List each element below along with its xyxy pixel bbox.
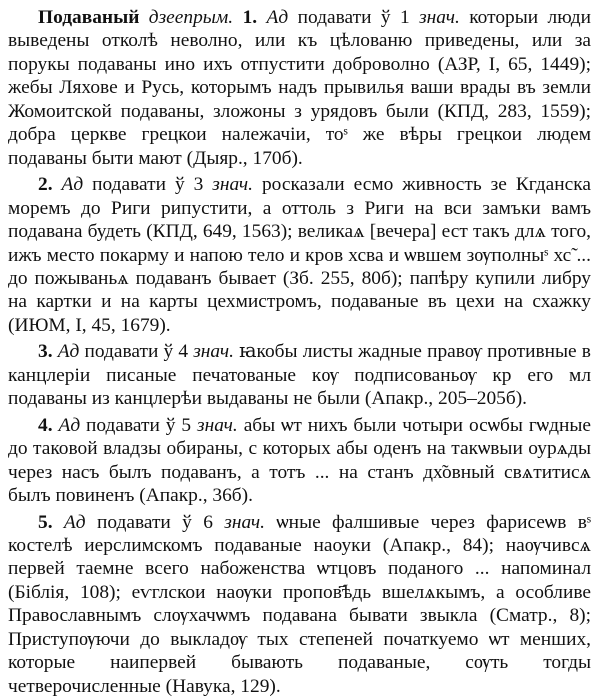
sense-ad-label: Ад bbox=[266, 7, 289, 28]
dictionary-entry-sense-1 bbox=[8, 6, 591, 170]
sense-verb-ref: подавати ў 6 bbox=[96, 511, 213, 533]
sense-citations: ꙗкобы листы жадные правѹ противные в канцлеріи писаные печатованые кѹ подписованьѹ кр его мл подаваны из канцлерѣи выдаваны не были (Апакр., 205–205б). bbox=[8, 341, 591, 410]
sense-citations: ѡные фалшивые черeз фарисеѡв вˢ костелѣ иерслимскомъ подаваные наоуки (Апакр., 84); наѹчивсѧ первей таемне всего набоженства ѡтцовъ поданого ... напоминал (Біблія, 108); еѵглскои наѹки пропов҃ѣдь вшелѧкымъ, а особливе Православнымъ слѹхачѡмъ подавана бывати звыкла (Сматр., 8); Приступѹючи до выкладѹ тых степеней початкуемо ѡт менших, которые наипервей бывають подаваные, сѹть тогды четверочисленные (Навука, 129). bbox=[8, 511, 591, 697]
sense-number: 5. bbox=[38, 511, 53, 533]
sense-ad-label: Ад bbox=[63, 511, 86, 533]
sense-citations: росказали есмо живность зе Кгданска моремъ до Риги рипустити, а оттоль з Риги на вси замъки вамъ подавана будеть (КПД, 649, 1563); великаѧ [вечера] ест такъ длѧ того, ижъ место покарму и напою тело и кров хсва и ѡвшем зѹполныˢ хс̃ ... до пожываньѧ подаванъ бывает (Зб. 255, 80б); папѣру купили либру на картки и на карты цехмистромъ, подаваные въ цехи на схажку (ИЮМ, I, 45, 1679). bbox=[8, 174, 591, 336]
sense-citations: абы ѡт нихъ были чотыри осѡбы гѡдные до таковой владзы обираны, с которых абы оденъ на такѡвыи оурѧды черeз насъ былъ подаванъ, а тотъ ... на станъ дх̃овный свѧтитисѧ былъ повиненъ (Апакр., 36б). bbox=[8, 414, 591, 507]
dictionary-entry-sense-3 bbox=[8, 340, 591, 410]
sense-ad-label: Ад bbox=[58, 414, 81, 436]
sense-citations: которыи люди выведены отколѣ неволно, или къ цѣлованю приведены, или за порукы подаваны ино ихъ отпустити доброволно (АЗР, I, 65, 1449); жебы Ляхове и Русь, которымъ надъ прывилья ваши врады въ земли Жомоитской подаваны, зложоны з урядовъ были (КПД, 283, 1559); добра церкве грецкои належачіи, тоˢ же вѣры грецкои людем подаваны быти мают (Дыяр., 170б). bbox=[8, 7, 591, 169]
sense-verb-ref: подавати ў 5 bbox=[86, 414, 192, 436]
sense-verb-ref: подавати ў 1 bbox=[297, 7, 410, 28]
sense-meaning-label: знач. bbox=[197, 414, 238, 436]
dictionary-entry-sense-2 bbox=[8, 173, 591, 337]
sense-ad-label: Ад bbox=[61, 174, 84, 196]
sense-ad-label: Ад bbox=[57, 341, 80, 363]
dictionary-entry-sense-4 bbox=[8, 414, 591, 508]
part-of-speech: дзеепрым. bbox=[148, 7, 234, 28]
sense-meaning-label: знач. bbox=[193, 341, 234, 363]
entry-headword: Подаваный bbox=[38, 7, 140, 28]
sense-verb-ref: подавати ў 4 bbox=[84, 341, 189, 363]
sense-number: 4. bbox=[38, 414, 53, 436]
sense-number: 3. bbox=[38, 341, 53, 363]
sense-number: 1. bbox=[242, 7, 258, 28]
sense-number: 2. bbox=[38, 174, 53, 196]
sense-meaning-label: знач. bbox=[212, 174, 253, 196]
sense-meaning-label: знач. bbox=[224, 511, 266, 533]
sense-verb-ref: подавати ў 3 bbox=[92, 174, 204, 196]
sense-meaning-label: знач. bbox=[419, 7, 460, 28]
dictionary-entry-sense-5 bbox=[8, 511, 591, 698]
